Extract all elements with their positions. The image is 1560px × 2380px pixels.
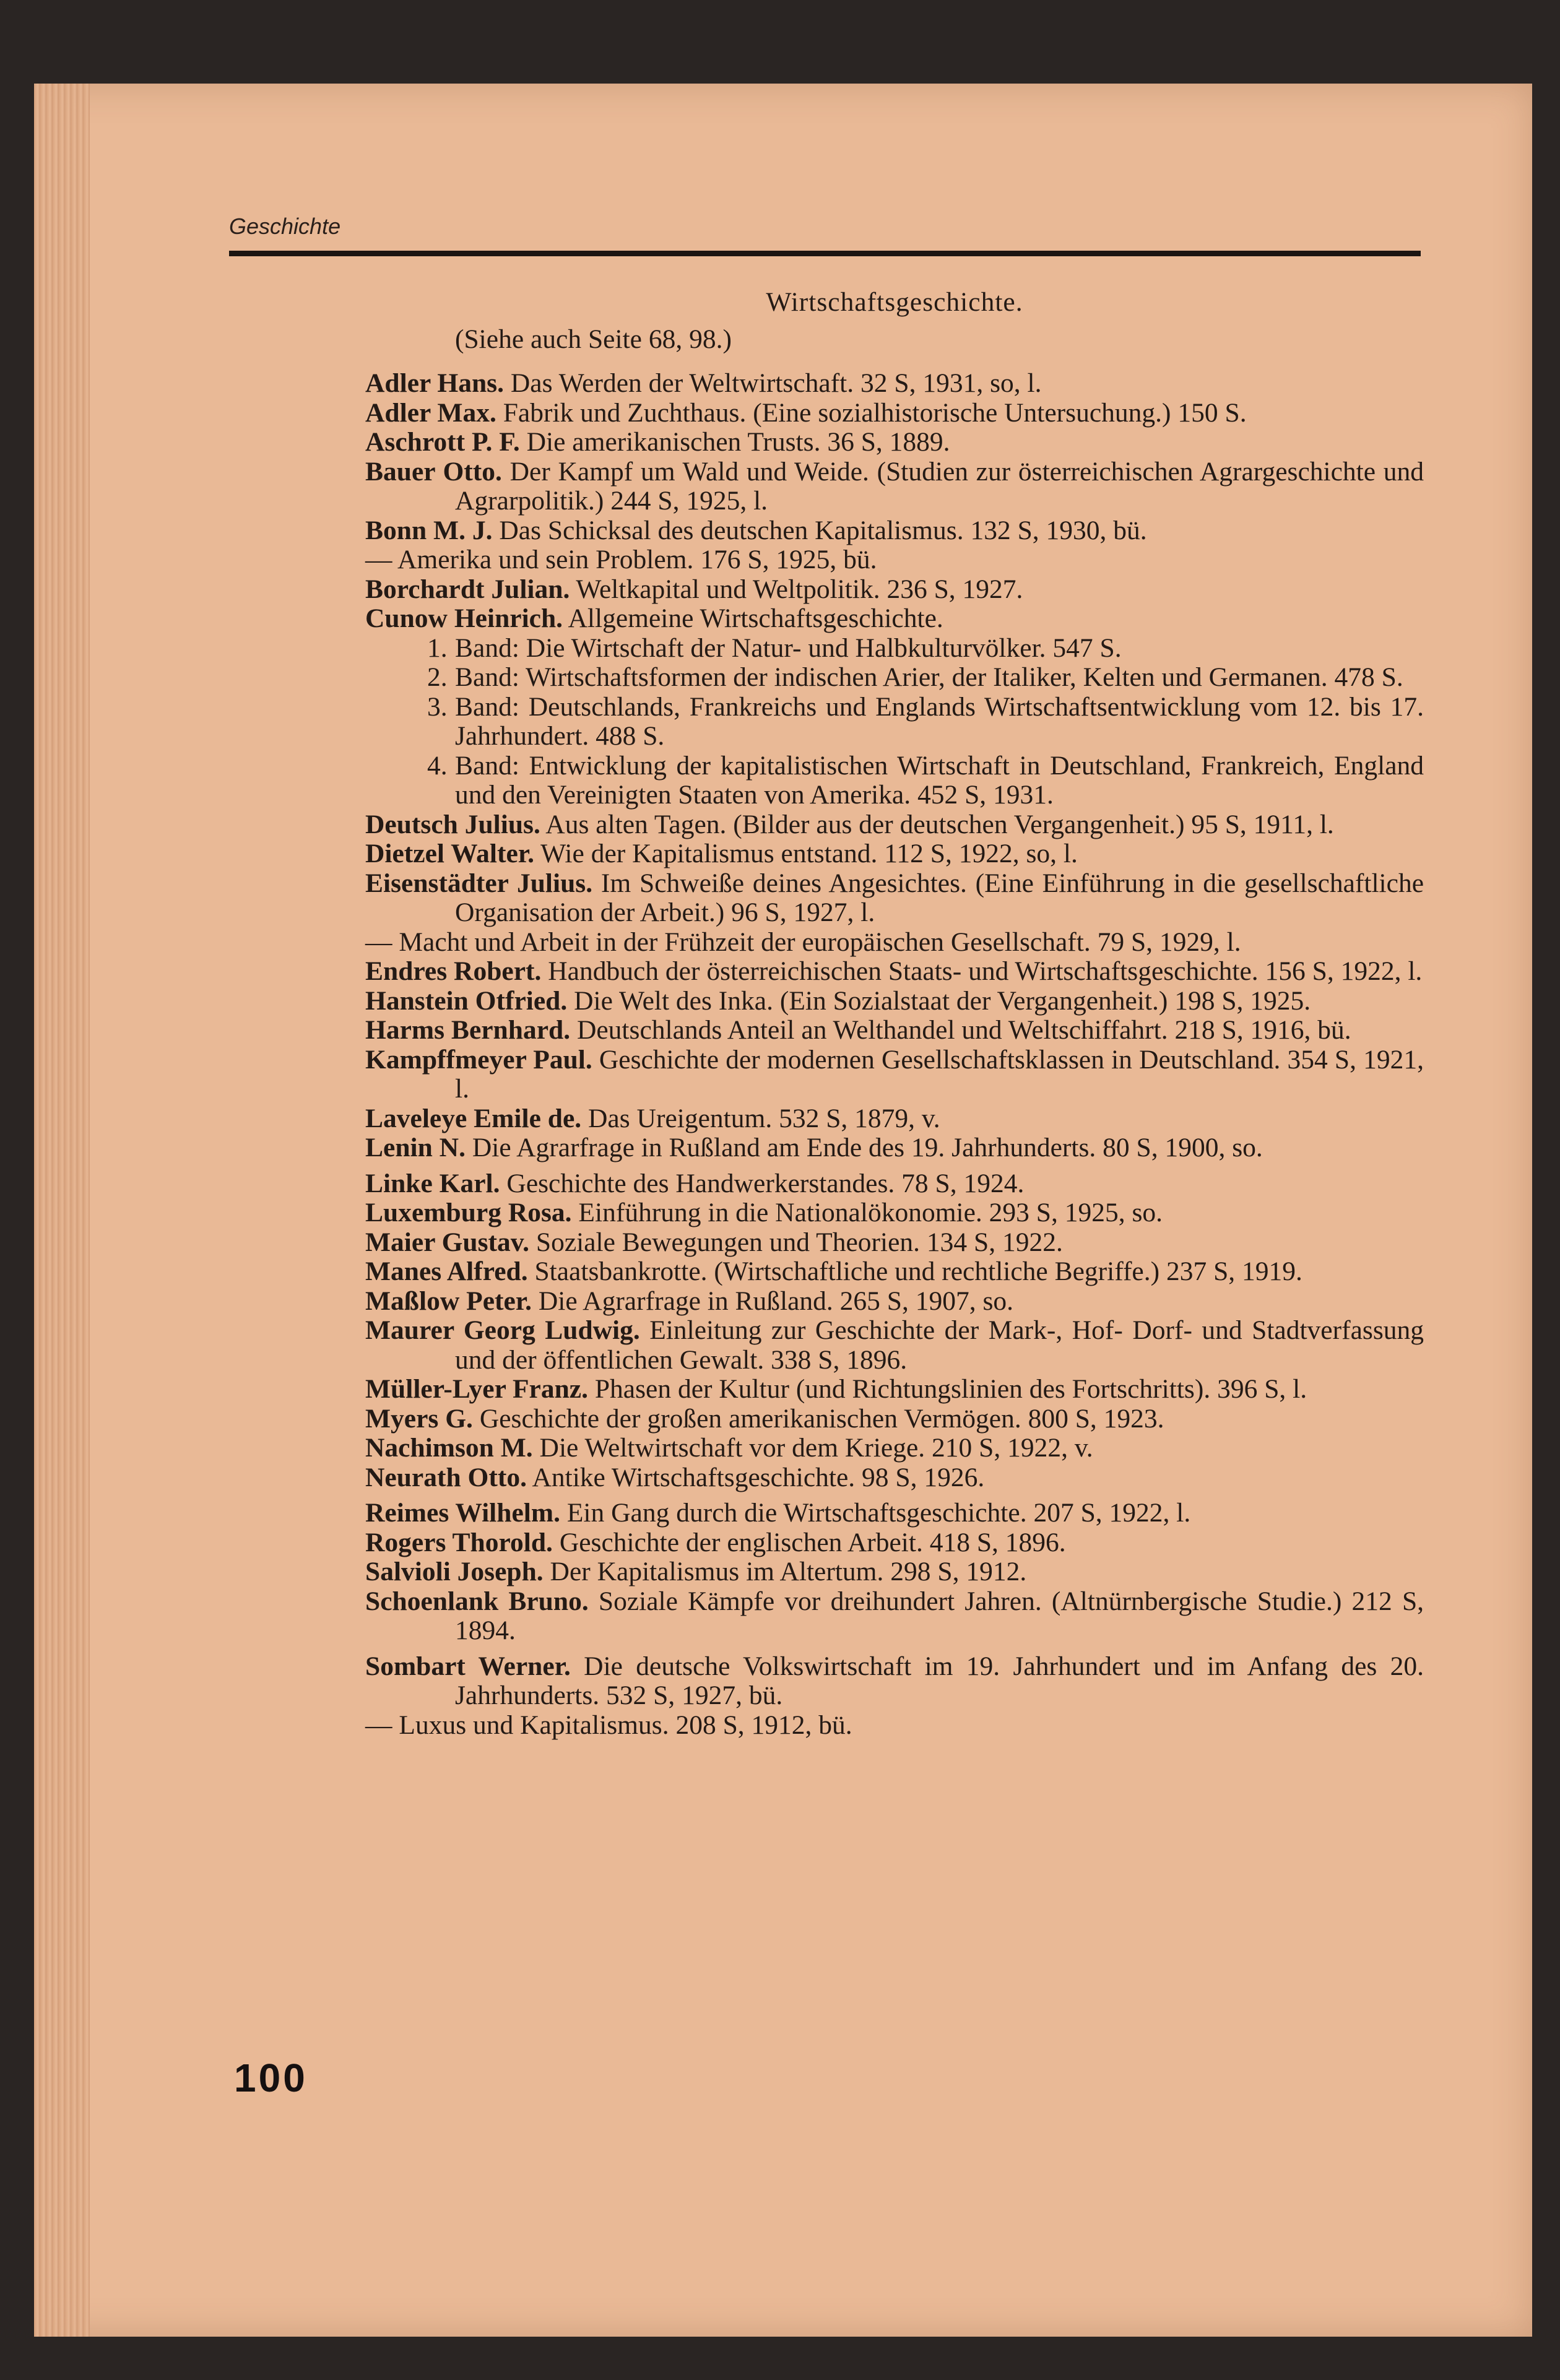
bibliography-entry [365, 1228, 1424, 1258]
entry-text: Deutschlands Anteil an Welthandel und Weltschiffahrt. 218 S, 1916, bü. [570, 1015, 1351, 1045]
entry-text: Fabrik und Zuchthaus. (Eine sozialhistorische Untersuchung.) 150 S. [496, 397, 1247, 428]
bibliography-entry [365, 869, 1424, 928]
sub-entry [365, 663, 1424, 693]
bibliography-entry [365, 369, 1424, 399]
bibliography-entry [365, 1499, 1424, 1528]
sub-entry-number: 3. [427, 691, 448, 722]
entry-text: — Macht und Arbeit in der Frühzeit der europäischen Gesellschaft. 79 S, 1929, l. [365, 927, 1241, 957]
entry-author: Müller-Lyer Franz. [365, 1374, 588, 1404]
entry-author: Laveleye Emile de. [365, 1103, 582, 1133]
entry-text: Band: Die Wirtschaft der Natur- und Halbkulturvölker. 547 S. [455, 633, 1122, 663]
entry-list [365, 369, 1424, 1740]
bibliography-entry [365, 545, 1424, 575]
entry-author: Salvioli Joseph. [365, 1557, 544, 1586]
header-rule [229, 251, 1421, 256]
entry-text: Wie der Kapitalismus entstand. 112 S, 1922, so, l. [534, 839, 1078, 868]
entry-text: Soziale Bewegungen und Theorien. 134 S, 1922. [529, 1227, 1063, 1257]
entry-author: Maurer Georg Ludwig. [365, 1315, 640, 1345]
entry-author: Bonn M. J. [365, 515, 493, 545]
entry-author: Cunow Heinrich. [365, 604, 563, 633]
bibliography-entry [365, 810, 1424, 840]
bibliography-entry [365, 1045, 1424, 1104]
bibliography-entry [365, 1652, 1424, 1711]
entry-text: Das Ureigentum. 532 S, 1879, v. [581, 1103, 940, 1133]
bibliography-entry [365, 1257, 1424, 1287]
entry-author: Endres Robert. [365, 956, 542, 986]
section-title: Wirtschaftsgeschichte. [766, 287, 1023, 317]
entry-author: Aschrott P. F. [365, 427, 520, 457]
entry-text: Geschichte der großen amerikanischen Vermögen. 800 S, 1923. [472, 1403, 1164, 1434]
entry-author: Deutsch Julius. [365, 809, 540, 839]
entry-text: Handbuch der österreichischen Staats- und Wirtschaftsgeschichte. 156 S, 1922, l. [541, 956, 1423, 986]
bibliography-entry [365, 1316, 1424, 1375]
bibliography-entry [365, 1016, 1424, 1045]
entry-author: Myers G. [365, 1403, 473, 1434]
entry-text: Die Welt des Inka. (Ein Sozialstaat der Vergangenheit.) 198 S, 1925. [567, 985, 1311, 1016]
entry-author: Dietzel Walter. [365, 839, 535, 868]
see-also-note: (Siehe auch Seite 68, 98.) [455, 324, 732, 354]
entry-text: Antike Wirtschaftsgeschichte. 98 S, 1926. [526, 1462, 985, 1492]
entry-author: Adler Max. [365, 397, 496, 428]
bibliography-entry [365, 1133, 1424, 1163]
bibliography-entry [365, 1463, 1424, 1493]
entry-text: Einführung in die Nationalökonomie. 293 S, 1925, so. [571, 1198, 1163, 1227]
entry-author: Nachimson M. [365, 1433, 533, 1463]
bibliography-entry [365, 928, 1424, 958]
entry-text: Band: Wirtschaftsformen der indischen Arier, der Italiker, Kelten und Germanen. 478 S. [455, 662, 1403, 692]
bibliography-entry [365, 1404, 1424, 1434]
sub-entry-number: 2. [427, 662, 448, 692]
entry-text: Geschichte der modernen Gesellschaftsklassen in Deutschland. 354 S, 1921, l. [455, 1044, 1424, 1104]
entry-author: Maßlow Peter. [365, 1286, 532, 1316]
entry-author: Hanstein Otfried. [365, 985, 568, 1016]
entry-author: Kampffmeyer Paul. [365, 1044, 592, 1075]
bibliography-entry [365, 604, 1424, 634]
bibliography-entry [365, 575, 1424, 605]
entry-text: Geschichte der englischen Arbeit. 418 S, 1896. [552, 1527, 1066, 1557]
entry-author: Luxemburg Rosa. [365, 1198, 572, 1227]
entry-text: Band: Deutschlands, Frankreichs und Englands Wirtschaftsentwicklung vom 12. bis 17. Jahrhundert. 488 S. [455, 691, 1424, 751]
running-head: Geschichte [229, 214, 341, 239]
bibliography-entry [365, 987, 1424, 1016]
bibliography-entry [365, 516, 1424, 546]
bibliography-entry [365, 1434, 1424, 1463]
bibliography-entry [365, 957, 1424, 987]
entry-text: Die deutsche Volkswirtschaft im 19. Jahrhundert und im Anfang des 20. Jahrhunderts. 532 S, 1927, bü. [455, 1651, 1424, 1710]
entry-text: Die Agrarfrage in Rußland am Ende des 19. Jahrhunderts. 80 S, 1900, so. [465, 1133, 1263, 1162]
entry-text: — Luxus und Kapitalismus. 208 S, 1912, bü. [365, 1710, 852, 1740]
entry-author: Sombart Werner. [365, 1651, 571, 1681]
sub-entry [365, 634, 1424, 664]
entry-author: Manes Alfred. [365, 1257, 528, 1286]
bibliography-entry [365, 1587, 1424, 1646]
entry-author: Eisenstädter Julius. [365, 868, 593, 898]
entry-text: Allgemeine Wirtschaftsgeschichte. [563, 604, 943, 633]
bibliography-entry [365, 1169, 1424, 1199]
entry-text: Einleitung zur Geschichte der Mark-, Hof- Dorf- und Stadtverfassung und der öffentlichen Gewalt. 338 S, 1896. [455, 1315, 1424, 1375]
entry-author: Linke Karl. [365, 1168, 500, 1198]
entry-text: Aus alten Tagen. (Bilder aus der deutschen Vergangenheit.) 95 S, 1911, l. [540, 809, 1334, 839]
bibliography-entry [365, 1198, 1424, 1228]
entry-author: Schoenlank Bruno. [365, 1586, 589, 1616]
entry-text: Das Werden der Weltwirtschaft. 32 S, 1931, so, l. [503, 368, 1042, 398]
entry-text: Geschichte des Handwerkerstandes. 78 S, 1924. [500, 1168, 1025, 1198]
bibliography-entry [365, 1375, 1424, 1404]
entry-text: Die amerikanischen Trusts. 36 S, 1889. [519, 427, 950, 457]
bibliography-entry [365, 1711, 1424, 1741]
entry-text: Ein Gang durch die Wirtschaftsgeschichte. 207 S, 1922, l. [560, 1498, 1191, 1528]
bibliography-entry [365, 457, 1424, 516]
page-number: 100 [234, 2056, 308, 2100]
entry-text: Soziale Kämpfe vor dreihundert Jahren. (Altnürnbergische Studie.) 212 S, 1894. [455, 1586, 1424, 1645]
entry-text: Band: Entwicklung der kapitalistischen Wirtschaft in Deutschland, Frankreich, England und den Vereinigten Staaten von Amerika. 452 S, 1931. [455, 750, 1424, 810]
entry-author: Maier Gustav. [365, 1227, 530, 1257]
entry-author: Reimes Wilhelm. [365, 1498, 560, 1528]
entry-author: Lenin N. [365, 1133, 466, 1162]
sub-entry [365, 751, 1424, 810]
entry-author: Neurath Otto. [365, 1462, 527, 1492]
entry-text: Der Kampf um Wald und Weide. (Studien zur österreichischen Agrargeschichte und Agrarpolitik.) 244 S, 1925, l. [455, 456, 1424, 516]
bibliography-entry [365, 839, 1424, 869]
bibliography-entry [365, 1557, 1424, 1587]
bibliography-entry [365, 399, 1424, 428]
entry-author: Rogers Thorold. [365, 1527, 553, 1557]
sub-entry-number: 1. [427, 633, 448, 663]
entry-text: Phasen der Kultur (und Richtungslinien des Fortschritts). 396 S, l. [587, 1374, 1307, 1404]
bibliography-entry [365, 1104, 1424, 1134]
page-edge [34, 84, 90, 2337]
sub-entry-number: 4. [427, 750, 448, 781]
entry-author: Bauer Otto. [365, 456, 502, 487]
entry-text: Der Kapitalismus im Altertum. 298 S, 1912. [543, 1557, 1027, 1586]
entry-text: Das Schicksal des deutschen Kapitalismus. 132 S, 1930, bü. [492, 515, 1147, 545]
entry-text: Staatsbankrotte. (Wirtschaftliche und rechtliche Begriffe.) 237 S, 1919. [527, 1257, 1302, 1286]
entry-text: Im Schweiße deines Angesichtes. (Eine Einführung in die gesellschaftliche Organisation der Arbeit.) 96 S, 1927, l. [455, 868, 1424, 927]
bibliography-entry [365, 428, 1424, 457]
bibliography [365, 288, 1424, 1740]
entry-text: Weltkapital und Weltpolitik. 236 S, 1927. [570, 574, 1023, 604]
sub-entry [365, 693, 1424, 751]
bibliography-entry [365, 1287, 1424, 1317]
entry-text: Die Agrarfrage in Rußland. 265 S, 1907, so. [532, 1286, 1014, 1316]
entry-author: Borchardt Julian. [365, 574, 570, 604]
entry-author: Adler Hans. [365, 368, 504, 398]
bibliography-entry [365, 1528, 1424, 1558]
entry-author: Harms Bernhard. [365, 1015, 571, 1045]
entry-text: Die Weltwirtschaft vor dem Kriege. 210 S, 1922, v. [532, 1433, 1093, 1463]
entry-text: — Amerika und sein Problem. 176 S, 1925, bü. [365, 545, 877, 574]
